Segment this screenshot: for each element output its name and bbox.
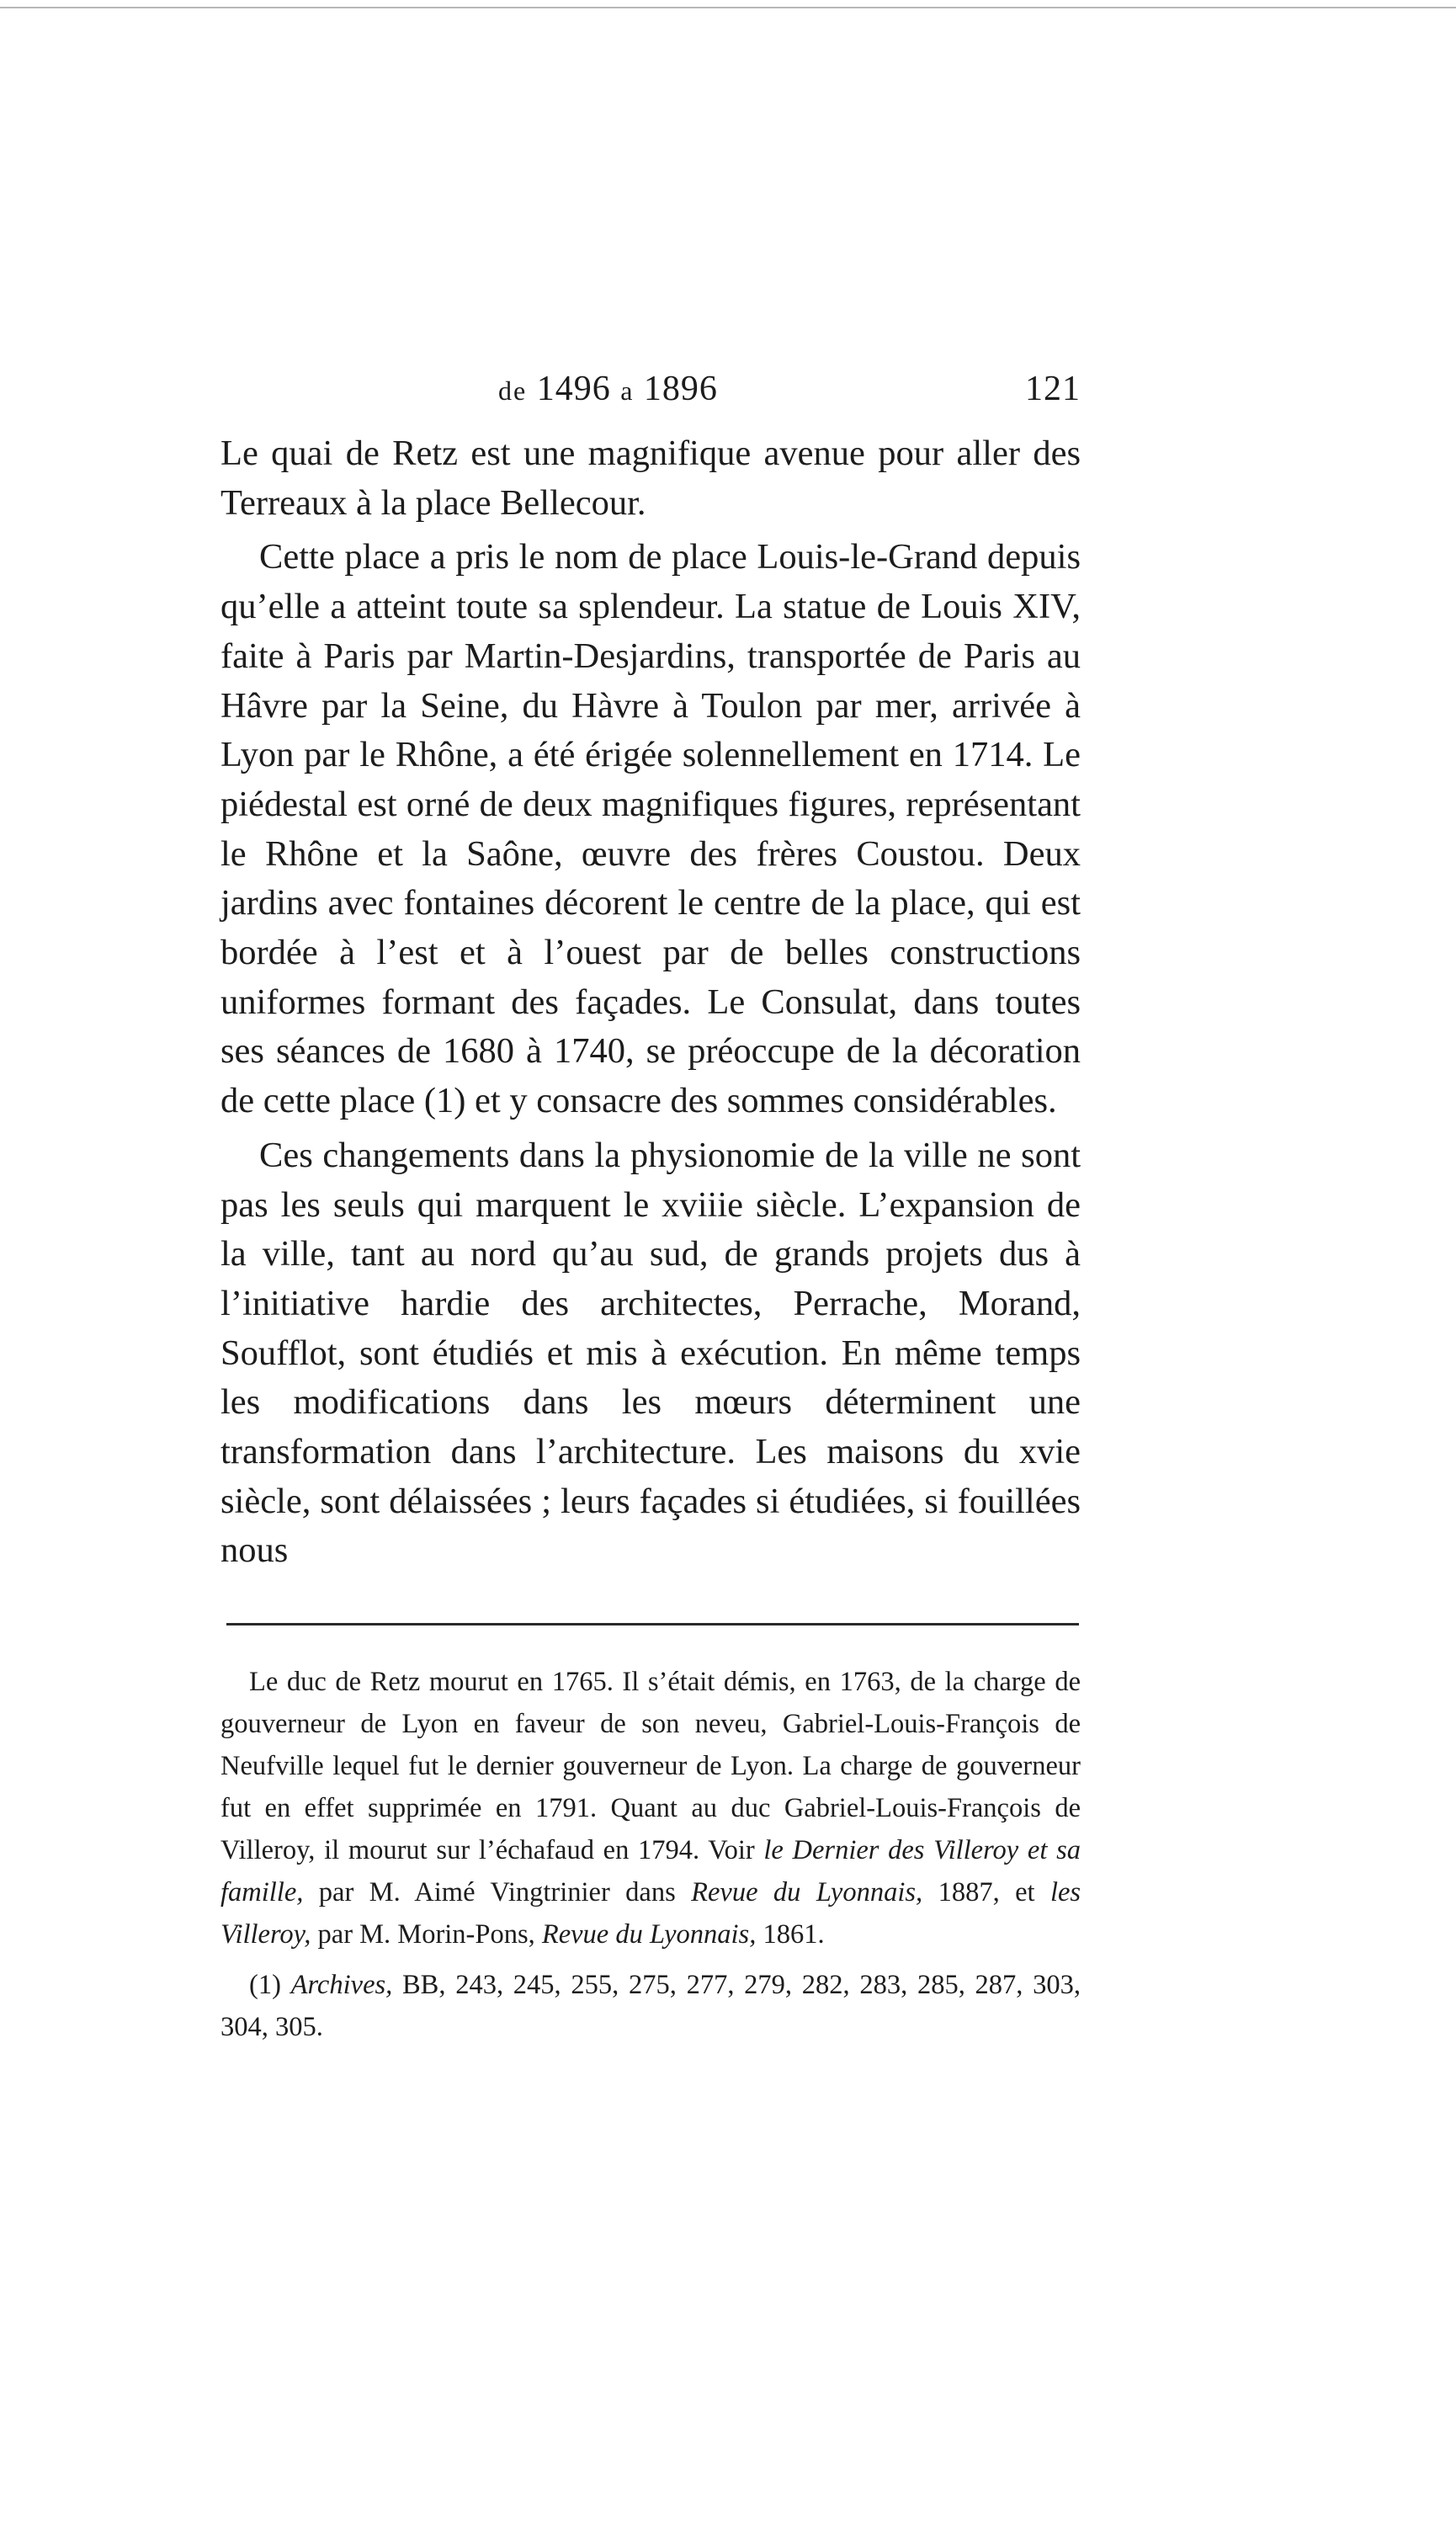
running-title: de 1496 a 1896 xyxy=(498,370,718,408)
paragraph-place-bellecour: Cette place a pris le nom de place Louis-le-Grand depuis qu’elle a atteint toute sa splendeur. La statue de Louis XIV, faite à Paris par Martin-Desjardins, transportée de Paris au Hâvre par la Seine, du Hàvre à Toulon par mer, arrivée à Lyon par le Rhône, a été érigée solennellement en 1714. Le piédestal est orné de deux magnifiques figures, représentant le Rhône et la Saône, œuvre des frères Coustou. Deux jardins avec fontaines décorent le centre de la place, qui est bordée à l’est et à l’ouest par de belles constructions uniformes formant des façades. Le Consulat, dans toutes ses séances de 1680 à 1740, se préoccupe de la décoration de cette place (1) et y consacre des sommes considérables. xyxy=(221,537,1081,1121)
footnote-duc-de-retz: Le duc de Retz mourut en 1765. Il s’était démis, en 1763, de la charge de gouverneur de Lyon en faveur de son neveu, Gabriel-Louis-François de Neufville lequel fut le dernier gouverneur de Lyon. La charge de gouverneur fut en effet supprimée en 1791. Quant au duc Gabriel-Louis-François de Villeroy, il mourut sur l’échafaud en 1794. Voir le Dernier des Villeroy et sa famille, par M. Aimé Vingtrinier dans Revue du Lyonnais, 1887, et les Villeroy, par M. Morin-Pons, Revue du Lyonnais, 1861. xyxy=(221,1667,1081,1950)
paragraph-changements: Ces changements dans la physionomie de la ville ne sont pas les seuls qui marquent le xviiie siècle. L’expansion de la ville, tant au nord qu’au sud, de grands projets dus à l’initiative hardie des architectes, Perrache, Morand, Soufflot, sont étudiés et mis à exécution. En même temps les modifications dans les mœurs déterminent une transformation dans l’architecture. Les maisons du xvie siècle, sont délaissées ; leurs façades si étudiées, si fouillées nous xyxy=(221,1135,1081,1571)
footnotes xyxy=(221,1661,1081,2048)
scan-edge-line xyxy=(0,7,1456,8)
paragraph-quai-de-retz: Le quai de Retz est une magnifique avenue pour aller des Terreaux à la place Bellecour. xyxy=(221,434,1081,523)
book-page xyxy=(221,369,1081,2056)
page-number: 121 xyxy=(1025,370,1081,408)
footnote-separator xyxy=(226,1623,1079,1625)
running-head xyxy=(221,369,1081,419)
footnote-archives: (1) Archives, BB, 243, 245, 255, 275, 277, 279, 282, 283, 285, 287, 303, 304, 305. xyxy=(221,1970,1081,2043)
body-text xyxy=(221,429,1081,1576)
